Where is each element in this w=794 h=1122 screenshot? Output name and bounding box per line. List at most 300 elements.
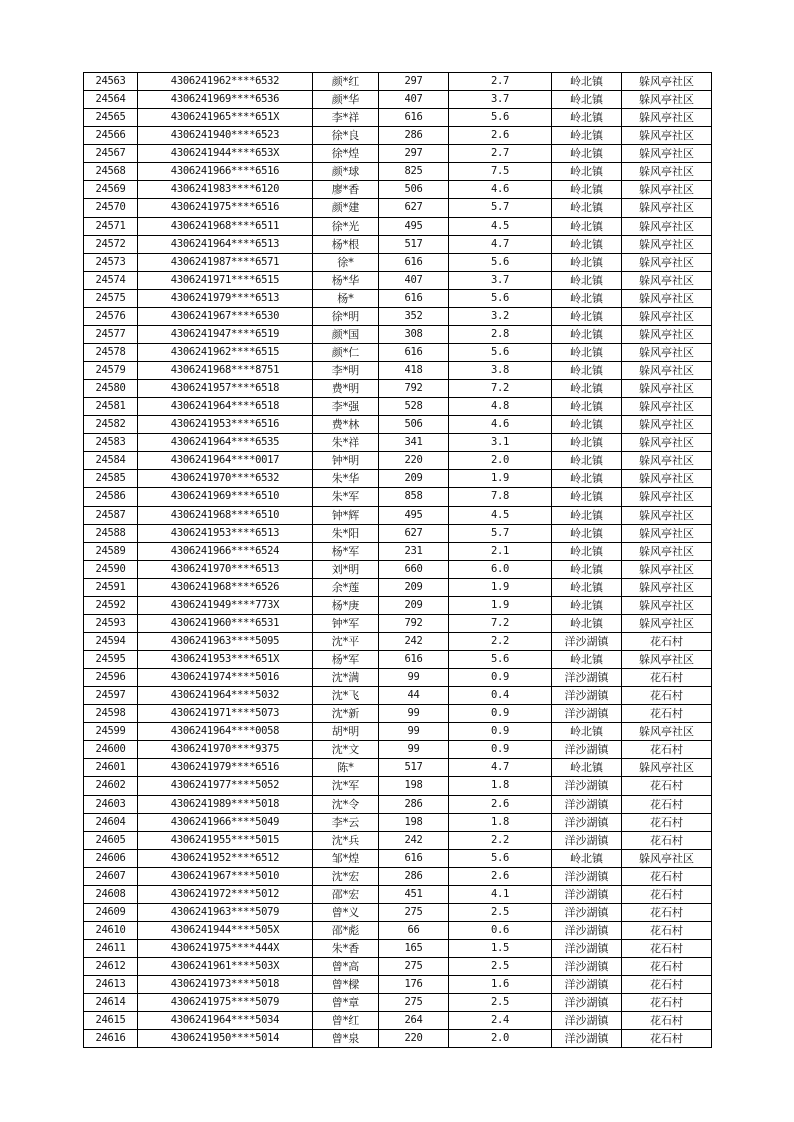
- name-cell: 朱*军: [313, 488, 379, 506]
- town-cell: 洋沙湖镇: [552, 867, 622, 885]
- village-cell: 躲风亭社区: [622, 524, 712, 542]
- town-cell: 洋沙湖镇: [552, 669, 622, 687]
- name-cell: 胡*明: [313, 723, 379, 741]
- name-cell: 朱*香: [313, 940, 379, 958]
- village-cell: 躲风亭社区: [622, 199, 712, 217]
- name-cell: 朱*华: [313, 470, 379, 488]
- village-cell: 躲风亭社区: [622, 470, 712, 488]
- amount-cell: 616: [379, 253, 449, 271]
- village-cell: 花石村: [622, 687, 712, 705]
- id-number-cell: 4306241987****6571: [138, 253, 313, 271]
- id-number-cell: 4306241979****6513: [138, 289, 313, 307]
- name-cell: 沈*平: [313, 632, 379, 650]
- table-row: [84, 73, 712, 91]
- amount-cell: 165: [379, 940, 449, 958]
- town-cell: 岭北镇: [552, 759, 622, 777]
- id-number-cell: 4306241979****6516: [138, 759, 313, 777]
- row-number-cell: 24577: [84, 325, 138, 343]
- row-number-cell: 24606: [84, 849, 138, 867]
- id-number-cell: 4306241971****6515: [138, 271, 313, 289]
- table-row: [84, 759, 712, 777]
- value-cell: 3.2: [449, 307, 552, 325]
- table-row: [84, 253, 712, 271]
- row-number-cell: 24604: [84, 813, 138, 831]
- village-cell: 躲风亭社区: [622, 307, 712, 325]
- row-number-cell: 24592: [84, 596, 138, 614]
- village-cell: 躲风亭社区: [622, 127, 712, 145]
- table-row: [84, 217, 712, 235]
- id-number-cell: 4306241967****5010: [138, 867, 313, 885]
- table-row: [84, 940, 712, 958]
- town-cell: 岭北镇: [552, 560, 622, 578]
- amount-cell: 99: [379, 705, 449, 723]
- town-cell: 岭北镇: [552, 723, 622, 741]
- id-number-cell: 4306241964****6535: [138, 434, 313, 452]
- value-cell: 3.7: [449, 271, 552, 289]
- town-cell: 岭北镇: [552, 253, 622, 271]
- name-cell: 朱*阳: [313, 524, 379, 542]
- table-row: [84, 831, 712, 849]
- table-row: [84, 813, 712, 831]
- row-number-cell: 24602: [84, 777, 138, 795]
- table-row: [84, 560, 712, 578]
- row-number-cell: 24568: [84, 163, 138, 181]
- row-number-cell: 24599: [84, 723, 138, 741]
- town-cell: 岭北镇: [552, 470, 622, 488]
- id-number-cell: 4306241966****5049: [138, 813, 313, 831]
- name-cell: 颜*建: [313, 199, 379, 217]
- town-cell: 洋沙湖镇: [552, 1030, 622, 1048]
- id-number-cell: 4306241970****6513: [138, 560, 313, 578]
- amount-cell: 209: [379, 578, 449, 596]
- town-cell: 洋沙湖镇: [552, 795, 622, 813]
- name-cell: 李*明: [313, 362, 379, 380]
- village-cell: 花石村: [622, 741, 712, 759]
- row-number-cell: 24566: [84, 127, 138, 145]
- id-number-cell: 4306241977****5052: [138, 777, 313, 795]
- table-row: [84, 687, 712, 705]
- table-row: [84, 145, 712, 163]
- table-row: [84, 958, 712, 976]
- id-number-cell: 4306241957****6518: [138, 380, 313, 398]
- village-cell: 躲风亭社区: [622, 398, 712, 416]
- row-number-cell: 24608: [84, 885, 138, 903]
- value-cell: 2.5: [449, 994, 552, 1012]
- name-cell: 徐*: [313, 253, 379, 271]
- name-cell: 朱*祥: [313, 434, 379, 452]
- value-cell: 2.2: [449, 831, 552, 849]
- name-cell: 颜*华: [313, 91, 379, 109]
- village-cell: 躲风亭社区: [622, 560, 712, 578]
- row-number-cell: 24607: [84, 867, 138, 885]
- name-cell: 邵*宏: [313, 885, 379, 903]
- village-cell: 躲风亭社区: [622, 343, 712, 361]
- value-cell: 7.2: [449, 614, 552, 632]
- table-row: [84, 1012, 712, 1030]
- value-cell: 4.7: [449, 235, 552, 253]
- amount-cell: 418: [379, 362, 449, 380]
- village-cell: 躲风亭社区: [622, 416, 712, 434]
- value-cell: 2.5: [449, 958, 552, 976]
- amount-cell: 198: [379, 777, 449, 795]
- town-cell: 洋沙湖镇: [552, 777, 622, 795]
- id-number-cell: 4306241971****5073: [138, 705, 313, 723]
- value-cell: 6.0: [449, 560, 552, 578]
- village-cell: 躲风亭社区: [622, 651, 712, 669]
- row-number-cell: 24597: [84, 687, 138, 705]
- value-cell: 5.6: [449, 343, 552, 361]
- table-row: [84, 795, 712, 813]
- amount-cell: 297: [379, 145, 449, 163]
- id-number-cell: 4306241968****8751: [138, 362, 313, 380]
- name-cell: 沈*宏: [313, 867, 379, 885]
- village-cell: 花石村: [622, 632, 712, 650]
- name-cell: 费*林: [313, 416, 379, 434]
- town-cell: 洋沙湖镇: [552, 705, 622, 723]
- village-cell: 躲风亭社区: [622, 759, 712, 777]
- value-cell: 0.4: [449, 687, 552, 705]
- row-number-cell: 24600: [84, 741, 138, 759]
- amount-cell: 308: [379, 325, 449, 343]
- id-number-cell: 4306241962****6532: [138, 73, 313, 91]
- value-cell: 4.6: [449, 416, 552, 434]
- table-row: [84, 1030, 712, 1048]
- amount-cell: 275: [379, 903, 449, 921]
- row-number-cell: 24614: [84, 994, 138, 1012]
- town-cell: 洋沙湖镇: [552, 813, 622, 831]
- name-cell: 沈*满: [313, 669, 379, 687]
- id-number-cell: 4306241973****5018: [138, 976, 313, 994]
- amount-cell: 297: [379, 73, 449, 91]
- row-number-cell: 24594: [84, 632, 138, 650]
- village-cell: 躲风亭社区: [622, 181, 712, 199]
- name-cell: 杨*根: [313, 235, 379, 253]
- row-number-cell: 24565: [84, 109, 138, 127]
- amount-cell: 616: [379, 109, 449, 127]
- id-number-cell: 4306241969****6510: [138, 488, 313, 506]
- village-cell: 花石村: [622, 705, 712, 723]
- row-number-cell: 24590: [84, 560, 138, 578]
- row-number-cell: 24564: [84, 91, 138, 109]
- amount-cell: 242: [379, 632, 449, 650]
- town-cell: 岭北镇: [552, 181, 622, 199]
- id-number-cell: 4306241969****6536: [138, 91, 313, 109]
- table-row: [84, 994, 712, 1012]
- name-cell: 杨*华: [313, 271, 379, 289]
- amount-cell: 627: [379, 524, 449, 542]
- id-number-cell: 4306241975****6516: [138, 199, 313, 217]
- amount-cell: 792: [379, 380, 449, 398]
- town-cell: 洋沙湖镇: [552, 921, 622, 939]
- row-number-cell: 24613: [84, 976, 138, 994]
- name-cell: 沈*文: [313, 741, 379, 759]
- table-row: [84, 91, 712, 109]
- town-cell: 岭北镇: [552, 614, 622, 632]
- id-number-cell: 4306241964****0058: [138, 723, 313, 741]
- name-cell: 余*莲: [313, 578, 379, 596]
- amount-cell: 275: [379, 958, 449, 976]
- amount-cell: 660: [379, 560, 449, 578]
- row-number-cell: 24563: [84, 73, 138, 91]
- amount-cell: 198: [379, 813, 449, 831]
- town-cell: 岭北镇: [552, 488, 622, 506]
- village-cell: 躲风亭社区: [622, 235, 712, 253]
- value-cell: 2.7: [449, 145, 552, 163]
- table-row: [84, 380, 712, 398]
- amount-cell: 231: [379, 542, 449, 560]
- id-number-cell: 4306241944****653X: [138, 145, 313, 163]
- id-number-cell: 4306241960****6531: [138, 614, 313, 632]
- value-cell: 0.6: [449, 921, 552, 939]
- town-cell: 岭北镇: [552, 651, 622, 669]
- amount-cell: 99: [379, 741, 449, 759]
- table-row: [84, 398, 712, 416]
- name-cell: 徐*光: [313, 217, 379, 235]
- id-number-cell: 4306241953****651X: [138, 651, 313, 669]
- table-row: [84, 867, 712, 885]
- village-cell: 躲风亭社区: [622, 614, 712, 632]
- amount-cell: 451: [379, 885, 449, 903]
- value-cell: 1.8: [449, 813, 552, 831]
- town-cell: 岭北镇: [552, 289, 622, 307]
- row-number-cell: 24584: [84, 452, 138, 470]
- amount-cell: 209: [379, 596, 449, 614]
- name-cell: 钟*辉: [313, 506, 379, 524]
- town-cell: 岭北镇: [552, 849, 622, 867]
- table-row: [84, 669, 712, 687]
- value-cell: 0.9: [449, 723, 552, 741]
- id-number-cell: 4306241970****9375: [138, 741, 313, 759]
- town-cell: 洋沙湖镇: [552, 885, 622, 903]
- table-row: [84, 325, 712, 343]
- id-number-cell: 4306241947****6519: [138, 325, 313, 343]
- town-cell: 岭北镇: [552, 163, 622, 181]
- town-cell: 岭北镇: [552, 343, 622, 361]
- id-number-cell: 4306241944****505X: [138, 921, 313, 939]
- value-cell: 3.7: [449, 91, 552, 109]
- village-cell: 躲风亭社区: [622, 289, 712, 307]
- name-cell: 杨*庚: [313, 596, 379, 614]
- village-cell: 躲风亭社区: [622, 723, 712, 741]
- row-number-cell: 24598: [84, 705, 138, 723]
- amount-cell: 341: [379, 434, 449, 452]
- amount-cell: 176: [379, 976, 449, 994]
- table-row: [84, 452, 712, 470]
- table-row: [84, 903, 712, 921]
- value-cell: 7.8: [449, 488, 552, 506]
- amount-cell: 506: [379, 416, 449, 434]
- id-number-cell: 4306241964****0017: [138, 452, 313, 470]
- table-row: [84, 181, 712, 199]
- value-cell: 3.1: [449, 434, 552, 452]
- table-row: [84, 362, 712, 380]
- row-number-cell: 24581: [84, 398, 138, 416]
- value-cell: 5.6: [449, 651, 552, 669]
- village-cell: 花石村: [622, 958, 712, 976]
- row-number-cell: 24575: [84, 289, 138, 307]
- name-cell: 曾*泉: [313, 1030, 379, 1048]
- table-row: [84, 470, 712, 488]
- value-cell: 1.5: [449, 940, 552, 958]
- name-cell: 邹*煌: [313, 849, 379, 867]
- name-cell: 颜*仁: [313, 343, 379, 361]
- row-number-cell: 24615: [84, 1012, 138, 1030]
- name-cell: 徐*煌: [313, 145, 379, 163]
- name-cell: 陈*: [313, 759, 379, 777]
- name-cell: 李*云: [313, 813, 379, 831]
- amount-cell: 517: [379, 235, 449, 253]
- row-number-cell: 24567: [84, 145, 138, 163]
- amount-cell: 99: [379, 723, 449, 741]
- name-cell: 沈*新: [313, 705, 379, 723]
- village-cell: 躲风亭社区: [622, 578, 712, 596]
- village-cell: 躲风亭社区: [622, 91, 712, 109]
- row-number-cell: 24586: [84, 488, 138, 506]
- town-cell: 岭北镇: [552, 578, 622, 596]
- value-cell: 1.9: [449, 596, 552, 614]
- name-cell: 沈*令: [313, 795, 379, 813]
- value-cell: 4.8: [449, 398, 552, 416]
- name-cell: 颜*球: [313, 163, 379, 181]
- amount-cell: 616: [379, 849, 449, 867]
- village-cell: 躲风亭社区: [622, 380, 712, 398]
- village-cell: 花石村: [622, 831, 712, 849]
- village-cell: 躲风亭社区: [622, 253, 712, 271]
- village-cell: 躲风亭社区: [622, 109, 712, 127]
- town-cell: 岭北镇: [552, 452, 622, 470]
- table-row: [84, 596, 712, 614]
- value-cell: 3.8: [449, 362, 552, 380]
- town-cell: 岭北镇: [552, 109, 622, 127]
- value-cell: 1.9: [449, 470, 552, 488]
- town-cell: 岭北镇: [552, 416, 622, 434]
- amount-cell: 792: [379, 614, 449, 632]
- name-cell: 徐*良: [313, 127, 379, 145]
- id-number-cell: 4306241975****444X: [138, 940, 313, 958]
- row-number-cell: 24588: [84, 524, 138, 542]
- amount-cell: 66: [379, 921, 449, 939]
- town-cell: 洋沙湖镇: [552, 687, 622, 705]
- name-cell: 刘*明: [313, 560, 379, 578]
- table-row: [84, 127, 712, 145]
- village-cell: 花石村: [622, 867, 712, 885]
- village-cell: 花石村: [622, 976, 712, 994]
- table-row: [84, 506, 712, 524]
- table-row: [84, 741, 712, 759]
- value-cell: 2.4: [449, 1012, 552, 1030]
- row-number-cell: 24610: [84, 921, 138, 939]
- name-cell: 曾*红: [313, 1012, 379, 1030]
- name-cell: 沈*军: [313, 777, 379, 795]
- town-cell: 岭北镇: [552, 524, 622, 542]
- row-number-cell: 24609: [84, 903, 138, 921]
- table-row: [84, 289, 712, 307]
- town-cell: 岭北镇: [552, 73, 622, 91]
- id-number-cell: 4306241955****5015: [138, 831, 313, 849]
- value-cell: 0.9: [449, 705, 552, 723]
- name-cell: 颜*红: [313, 73, 379, 91]
- value-cell: 5.6: [449, 849, 552, 867]
- row-number-cell: 24573: [84, 253, 138, 271]
- town-cell: 岭北镇: [552, 217, 622, 235]
- table-row: [84, 849, 712, 867]
- table-row: [84, 632, 712, 650]
- row-number-cell: 24569: [84, 181, 138, 199]
- name-cell: 李*祥: [313, 109, 379, 127]
- table-row: [84, 777, 712, 795]
- amount-cell: 220: [379, 452, 449, 470]
- table-row: [84, 723, 712, 741]
- name-cell: 曾*樑: [313, 976, 379, 994]
- row-number-cell: 24578: [84, 343, 138, 361]
- amount-cell: 264: [379, 1012, 449, 1030]
- town-cell: 岭北镇: [552, 325, 622, 343]
- value-cell: 4.6: [449, 181, 552, 199]
- value-cell: 4.5: [449, 217, 552, 235]
- village-cell: 躲风亭社区: [622, 217, 712, 235]
- id-number-cell: 4306241966****6524: [138, 542, 313, 560]
- row-number-cell: 24596: [84, 669, 138, 687]
- amount-cell: 407: [379, 271, 449, 289]
- value-cell: 0.9: [449, 741, 552, 759]
- village-cell: 花石村: [622, 921, 712, 939]
- table-row: [84, 199, 712, 217]
- amount-cell: 209: [379, 470, 449, 488]
- town-cell: 洋沙湖镇: [552, 994, 622, 1012]
- village-cell: 躲风亭社区: [622, 849, 712, 867]
- id-number-cell: 4306241966****6516: [138, 163, 313, 181]
- row-number-cell: 24587: [84, 506, 138, 524]
- town-cell: 岭北镇: [552, 596, 622, 614]
- amount-cell: 352: [379, 307, 449, 325]
- value-cell: 1.9: [449, 578, 552, 596]
- row-number-cell: 24585: [84, 470, 138, 488]
- name-cell: 杨*军: [313, 651, 379, 669]
- value-cell: 4.5: [449, 506, 552, 524]
- town-cell: 洋沙湖镇: [552, 903, 622, 921]
- table-row: [84, 705, 712, 723]
- town-cell: 洋沙湖镇: [552, 741, 622, 759]
- value-cell: 5.6: [449, 109, 552, 127]
- value-cell: 2.0: [449, 1030, 552, 1048]
- table-row: [84, 271, 712, 289]
- id-number-cell: 4306241963****5079: [138, 903, 313, 921]
- amount-cell: 99: [379, 669, 449, 687]
- amount-cell: 627: [379, 199, 449, 217]
- town-cell: 岭北镇: [552, 145, 622, 163]
- value-cell: 5.6: [449, 289, 552, 307]
- table-row: [84, 542, 712, 560]
- village-cell: 躲风亭社区: [622, 488, 712, 506]
- town-cell: 岭北镇: [552, 235, 622, 253]
- id-number-cell: 4306241975****5079: [138, 994, 313, 1012]
- name-cell: 杨*: [313, 289, 379, 307]
- village-cell: 躲风亭社区: [622, 271, 712, 289]
- table-row: [84, 307, 712, 325]
- amount-cell: 517: [379, 759, 449, 777]
- id-number-cell: 4306241964****5032: [138, 687, 313, 705]
- row-number-cell: 24570: [84, 199, 138, 217]
- table-row: [84, 524, 712, 542]
- id-number-cell: 4306241983****6120: [138, 181, 313, 199]
- table-row: [84, 235, 712, 253]
- town-cell: 洋沙湖镇: [552, 1012, 622, 1030]
- id-number-cell: 4306241970****6532: [138, 470, 313, 488]
- amount-cell: 275: [379, 994, 449, 1012]
- id-number-cell: 4306241961****503X: [138, 958, 313, 976]
- town-cell: 岭北镇: [552, 542, 622, 560]
- amount-cell: 616: [379, 289, 449, 307]
